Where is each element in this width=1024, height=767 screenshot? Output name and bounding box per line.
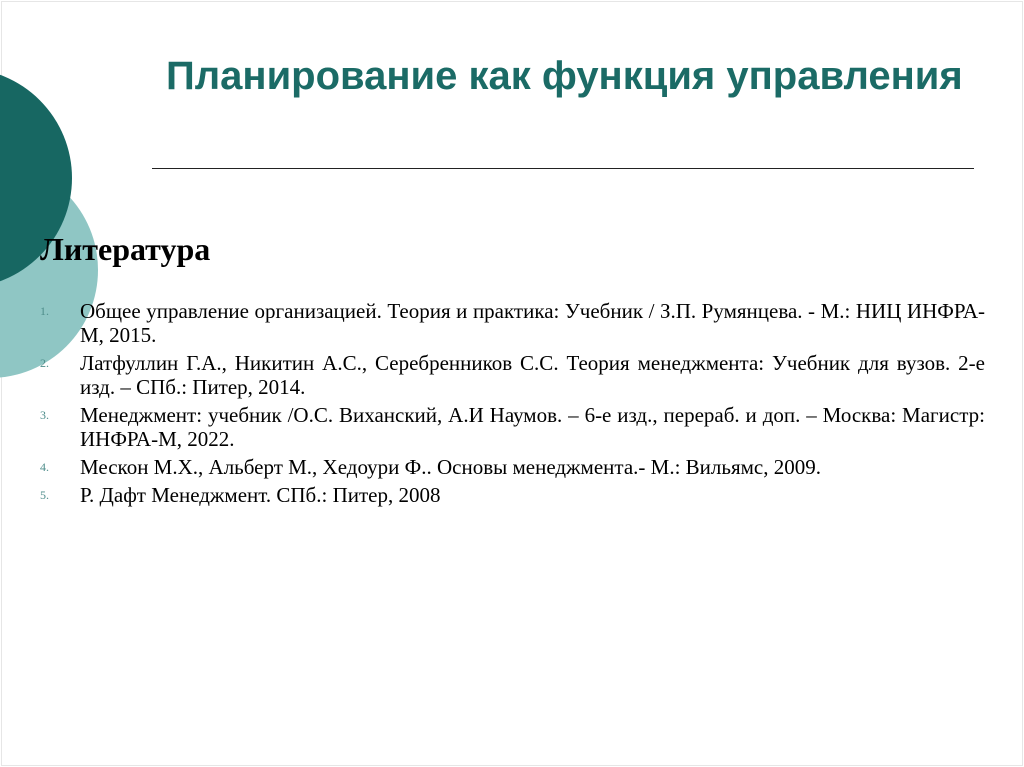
reference-list xyxy=(40,299,985,511)
reference-number: 5. xyxy=(40,488,49,502)
reference-text: Латфуллин Г.А., Никитин А.С., Серебренников С.С. Теория менеджмента: Учебник для вузов. 2-е изд. – СПб.: Питер, 2014. xyxy=(80,351,985,399)
reference-item xyxy=(40,403,985,451)
reference-number: 2. xyxy=(40,356,49,370)
section-heading: Литература xyxy=(40,231,211,267)
reference-item xyxy=(40,455,985,479)
reference-number: 3. xyxy=(40,408,49,422)
reference-item xyxy=(40,299,985,347)
title-divider xyxy=(152,168,974,169)
reference-text: Р. Дафт Менеджмент. СПб.: Питер, 2008 xyxy=(80,483,441,507)
reference-number: 4. xyxy=(40,460,49,474)
reference-text: Менеджмент: учебник /О.С. Виханский, А.И Наумов. – 6-е изд., перераб. и доп. – Москва: Магистр: ИНФРА-М, 2022. xyxy=(80,403,985,451)
reference-item xyxy=(40,483,985,507)
reference-text: Общее управление организацией. Теория и практика: Учебник / З.П. Румянцева. - М.: НИЦ ИНФРА-М, 2015. xyxy=(80,299,985,347)
reference-item xyxy=(40,351,985,399)
slide-title: Планирование как функция управления xyxy=(166,54,963,98)
reference-number: 1. xyxy=(40,304,49,318)
reference-text: Мескон М.Х., Альберт М., Хедоури Ф.. Основы менеджмента.- М.: Вильямс, 2009. xyxy=(80,455,821,479)
